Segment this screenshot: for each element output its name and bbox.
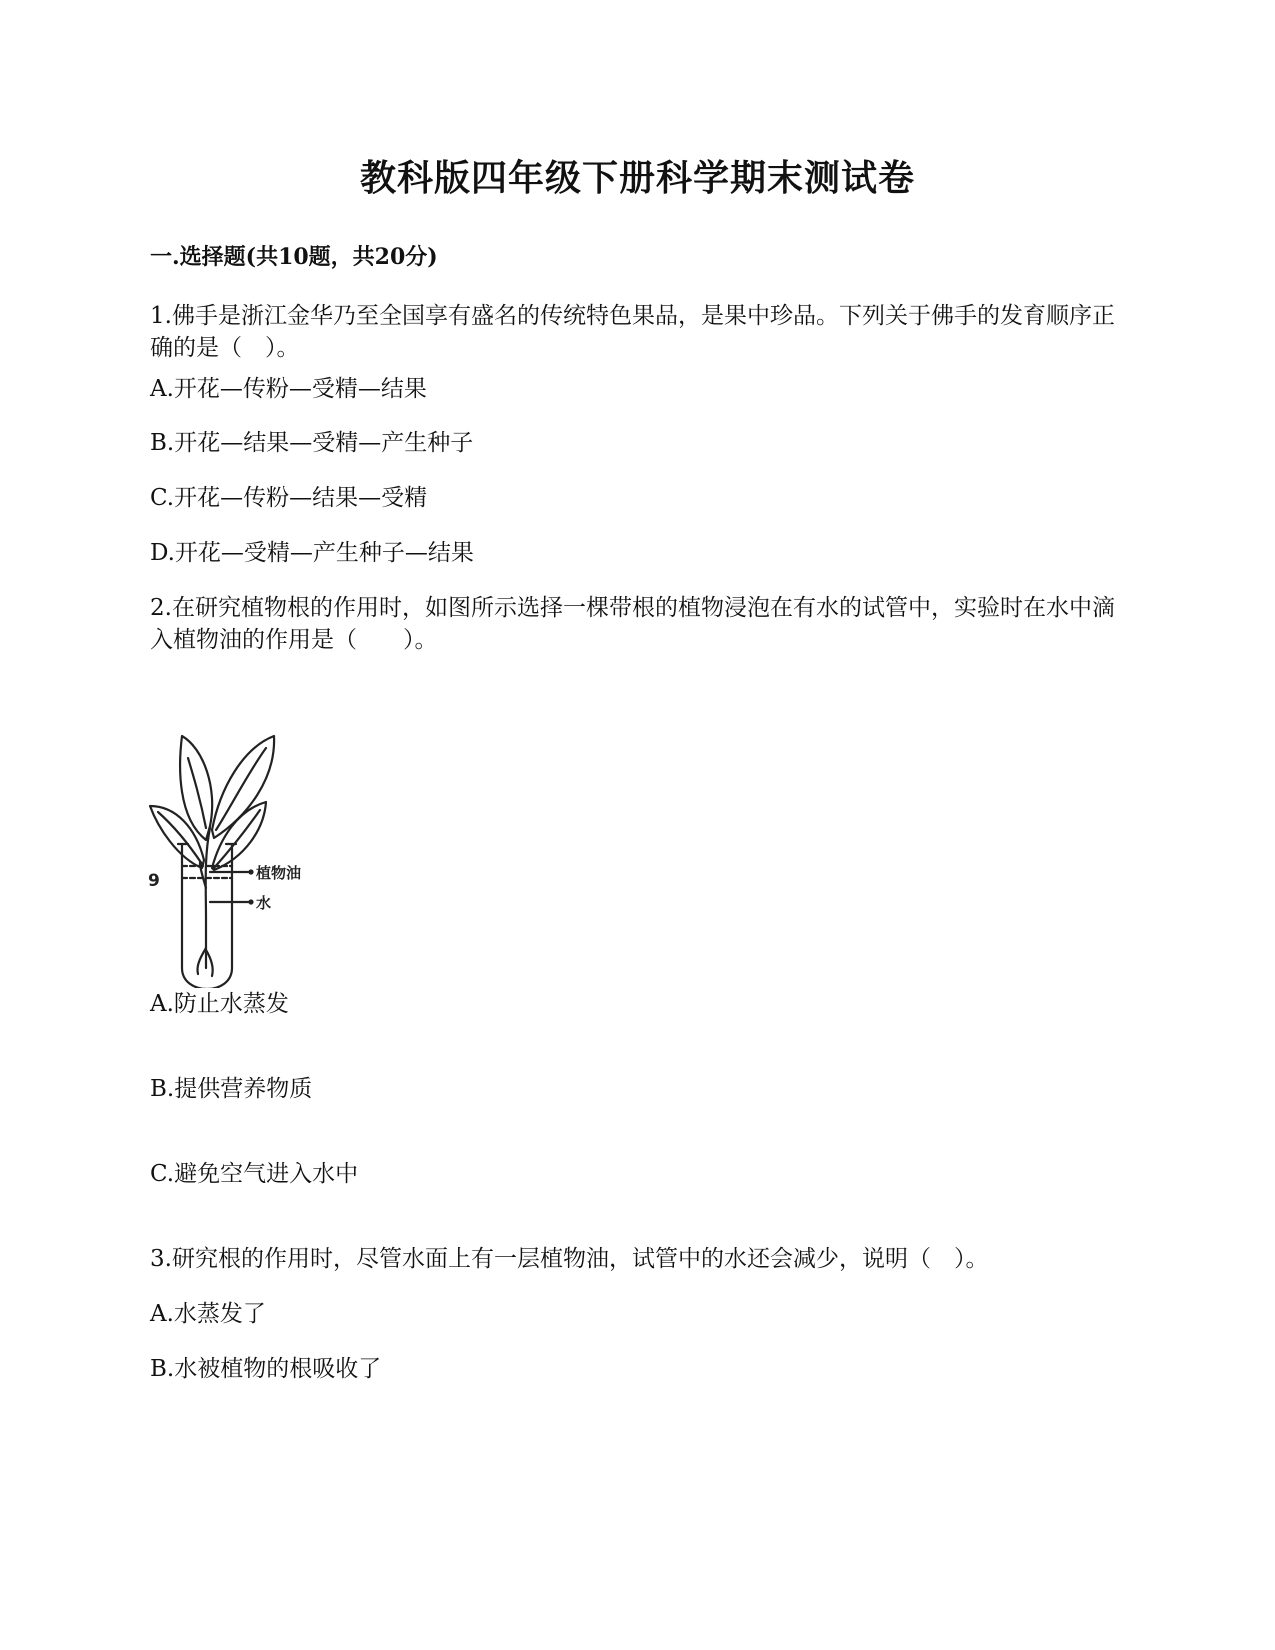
q1-option-a: A.开花—传粉—受精—结果 <box>150 376 427 402</box>
figure-label-oil: 植物油 <box>256 864 302 882</box>
q1-option-b: B.开花—结果—受精—产生种子 <box>150 430 474 456</box>
section-heading: 一.选择题(共10题，共20分) <box>150 244 438 270</box>
q3-option-a: A.水蒸发了 <box>150 1301 266 1327</box>
question-3-stem: 3.研究根的作用时，尽管水面上有一层植物油，试管中的水还会减少，说明（ ）。 <box>150 1246 989 1272</box>
figure-label-water: 水 <box>256 894 272 912</box>
q1-option-c: C.开花—传粉—结果—受精 <box>150 485 428 511</box>
q2-option-a: A.防止水蒸发 <box>150 991 289 1017</box>
q3-option-b: B.水被植物的根吸收了 <box>150 1356 382 1382</box>
figure-number: 9 <box>148 871 160 891</box>
question-2-stem: 2.在研究植物根的作用时，如图所示选择一棵带根的植物浸泡在有水的试管中，实验时在水中滴入植物油的作用是（ ）。 <box>150 595 1115 653</box>
plant-test-tube-figure <box>148 718 348 988</box>
q2-option-c: C.避免空气进入水中 <box>150 1161 359 1187</box>
question-1-stem: 1.佛手是浙江金华乃至全国享有盛名的传统特色果品，是果中珍品。下列关于佛手的发育顺序正确的是（ ）。 <box>150 303 1115 361</box>
plant-leaf-left <box>150 806 204 868</box>
q1-option-d: D.开花—受精—产生种子—结果 <box>150 540 474 566</box>
q2-option-b: B.提供营养物质 <box>150 1076 313 1102</box>
exam-title: 教科版四年级下册科学期末测试卷 <box>359 157 915 199</box>
